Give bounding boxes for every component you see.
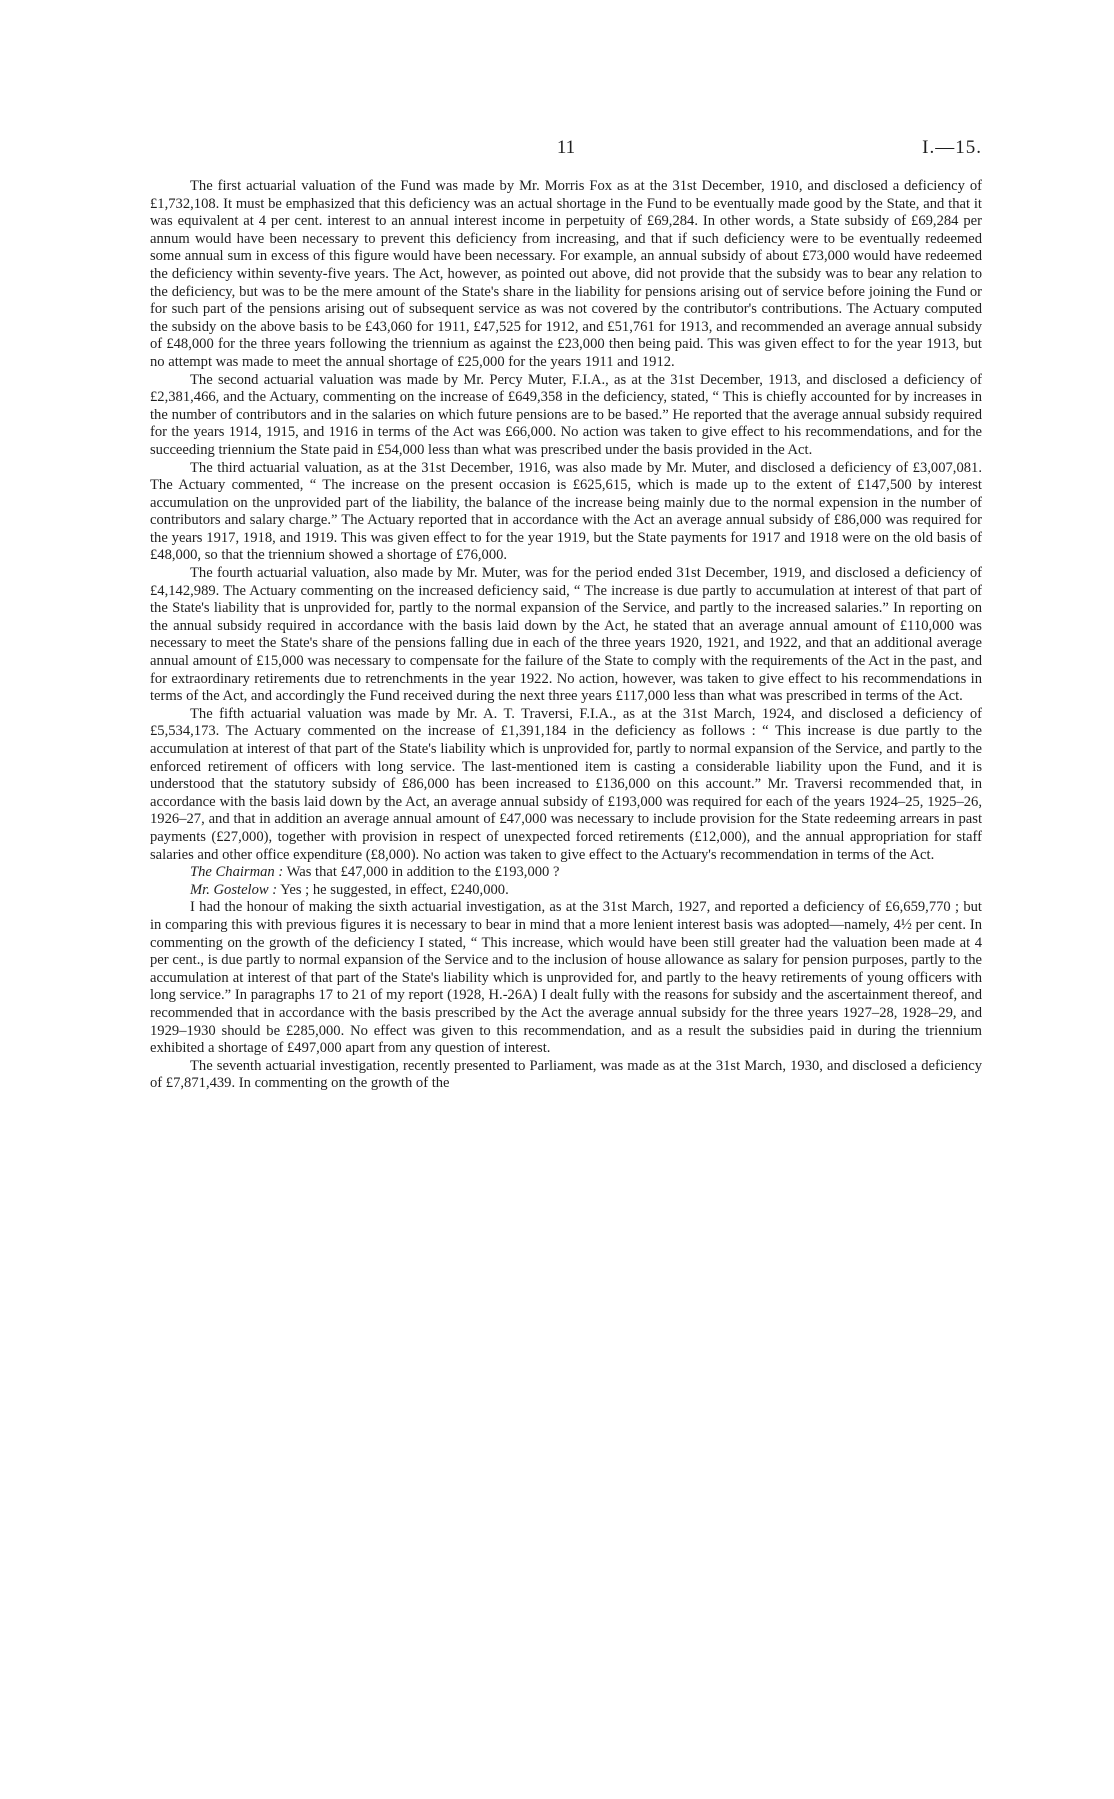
paragraph-second-valuation: The second actuarial valuation was made by Mr. Percy Muter, F.I.A., as at the 31st December, 1913, and disclosed a deficiency of £2,381,466, and the Actuary, commenting on the increase of £649,358 in the deficiency, stated, “ This is chiefly accounted for by increases in the number of contributors and in the salaries on which future pensions are to be based.” He reported that the average annual subsidy required for the years 1914, 1915, and 1916 in terms of the Act was £66,000. No action was taken to give effect to his recommendations, and for the succeeding triennium the State paid in £54,000 less than what was prescribed under the basis provided in the Act. bbox=[150, 371, 982, 458]
dialog-text-chairman: Was that £47,000 in addition to the £193,000 ? bbox=[283, 864, 560, 881]
speaker-gostelow: Mr. Gostelow : bbox=[190, 881, 278, 898]
paragraph-third-valuation: The third actuarial valuation, as at the 31st December, 1916, was also made by Mr. Muter, and disclosed a deficiency of £3,007,081. The Actuary commented, “ The increase on the present occasion is £625,615, which is made up to the extent of £147,500 by interest accumulation on the unprovided part of the liability, the balance of the increase being mainly due to the normal expension in the number of contributors and salary charge.” The Actuary reported that in accordance with the Act an average annual subsidy of £86,000 was required for the years 1917, 1918, and 1919. This was given effect to for the year 1919, but the State payments for 1917 and 1918 were on the old basis of £48,000, so that the triennium showed a shortage of £76,000. bbox=[150, 459, 982, 564]
speaker-chairman: The Chairman : bbox=[190, 864, 284, 881]
dialog-line-gostelow bbox=[150, 882, 982, 900]
document-reference: I.—15. bbox=[922, 137, 982, 158]
paragraph-seventh-valuation: The seventh actuarial investigation, recently presented to Parliament, was made as at the 31st March, 1930, and disclosed a deficiency of £7,871,439. In commenting on the growth of the bbox=[150, 1057, 982, 1092]
page-header bbox=[150, 137, 982, 161]
paragraph-fifth-valuation: The fifth actuarial valuation was made by Mr. A. T. Traversi, F.I.A., as at the 31st March, 1924, and disclosed a deficiency of £5,534,173. The Actuary commented on the increase of £1,391,184 in the deficiency as follows : “ This increase is due partly to the accumulation at interest of that part of the State's liability which is unprovided for, partly to normal expansion of the Service, and partly to the enforced retirement of officers with long service. The last-mentioned item is casting a considerable liability upon the Fund, and it is understood that the statutory subsidy of £86,000 has been increased to £136,000 on this account.” Mr. Traversi recommended that, in accordance with the basis laid down by the Act, an average annual subsidy of £193,000 was required for each of the years 1924–25, 1925–26, 1926–27, and that in addition an average annual amount of £47,000 was necessary to include provision for the State redeeming arrears in past payments (£27,000), together with provision in respect of unexpected forced retirements (£12,000), and the annual appropriation for staff salaries and other office expenditure (£8,000). No action was taken to give effect to the Actuary's recommendation in terms of the Act. bbox=[150, 705, 982, 863]
page-number: 11 bbox=[556, 137, 576, 158]
dialog-line-chairman bbox=[150, 864, 982, 882]
dialog-text-gostelow: Yes ; he suggested, in effect, £240,000. bbox=[277, 881, 509, 898]
paragraph-fourth-valuation: The fourth actuarial valuation, also made by Mr. Muter, was for the period ended 31st December, 1919, and disclosed a deficiency of £4,142,989. The Actuary commenting on the increased deficiency said, “ The increase is due partly to accumulation at interest of that part of the State's liability that is unprovided for, partly to the normal expansion of the Service, and partly to the increased salaries.” In reporting on the annual subsidy required in accordance with the basis laid down by the Act, he stated that an average annual amount of £110,000 was necessary to meet the State's share of the pensions falling due in each of the three years 1920, 1921, and 1922, and that an additional average annual amount of £15,000 was necessary to compensate for the failure of the State to comply with the requirements of the Act in the past, and for extraordinary retirements due to retrenchments in the year 1922. No action, however, was taken to give effect to his recommendations in terms of the Act, and accordingly the Fund received during the next three years £117,000 less than what was prescribed in terms of the Act. bbox=[150, 565, 982, 705]
body-text bbox=[150, 178, 982, 1093]
paragraph-first-valuation: The first actuarial valuation of the Fund was made by Mr. Morris Fox as at the 31st December, 1910, and disclosed a deficiency of £1,732,108. It must be emphasized that this deficiency was an actual shortage in the Fund to be eventually made good by the State, and that it was equivalent at 4 per cent. interest to an annual interest income in perpetuity of £69,284. In other words, a State subsidy of £69,284 per annum would have been necessary to prevent this deficiency from increasing, and that if such deficiency were to be eventually redeemed some annual sum in excess of this figure would have been necessary. For example, an annual subsidy of about £73,000 would have redeemed the deficiency within seventy-five years. The Act, however, as pointed out above, did not provide that the subsidy was to bear any relation to the deficiency, but was to be the mere amount of the State's share in the liability for pensions arising out of service before joining the Fund or for such part of the pensions arising out of subsequent service as was not covered by the contributor's contributions. The Actuary computed the subsidy on the above basis to be £43,060 for 1911, £47,525 for 1912, and £51,761 for 1913, and recommended an average annual subsidy of £48,000 for the three years following the triennium as against the £23,000 then being paid. This was given effect to for the year 1913, but no attempt was made to meet the annual shortage of £25,000 for the years 1911 and 1912. bbox=[150, 178, 982, 370]
paragraph-sixth-valuation: I had the honour of making the sixth actuarial investigation, as at the 31st March, 1927, and reported a deficiency of £6,659,770 ; but in comparing this with previous figures it is necessary to bear in mind that a more lenient interest basis was adopted—namely, 4½ per cent. In commenting on the growth of the deficiency I stated, “ This increase, which would have been still greater had the valuation been made at 4 per cent., is due partly to normal expansion of the Service and to the inclusion of house allowance as salary for pension purposes, partly to the accumulation at interest of that part of the State's liability which is unprovided for, and partly to the heavy retirements of young officers with long service.” In paragraphs 17 to 21 of my report (1928, H.-26A) I dealt fully with the reasons for subsidy and the ascertainment thereof, and recommended that in accordance with the basis prescribed by the Act the average annual subsidy for the three years 1927–28, 1928–29, and 1929–1930 should be £285,000. No effect was given to this recommendation, and as a result the subsidies paid in during the triennium exhibited a shortage of £497,000 apart from any question of interest. bbox=[150, 899, 982, 1057]
